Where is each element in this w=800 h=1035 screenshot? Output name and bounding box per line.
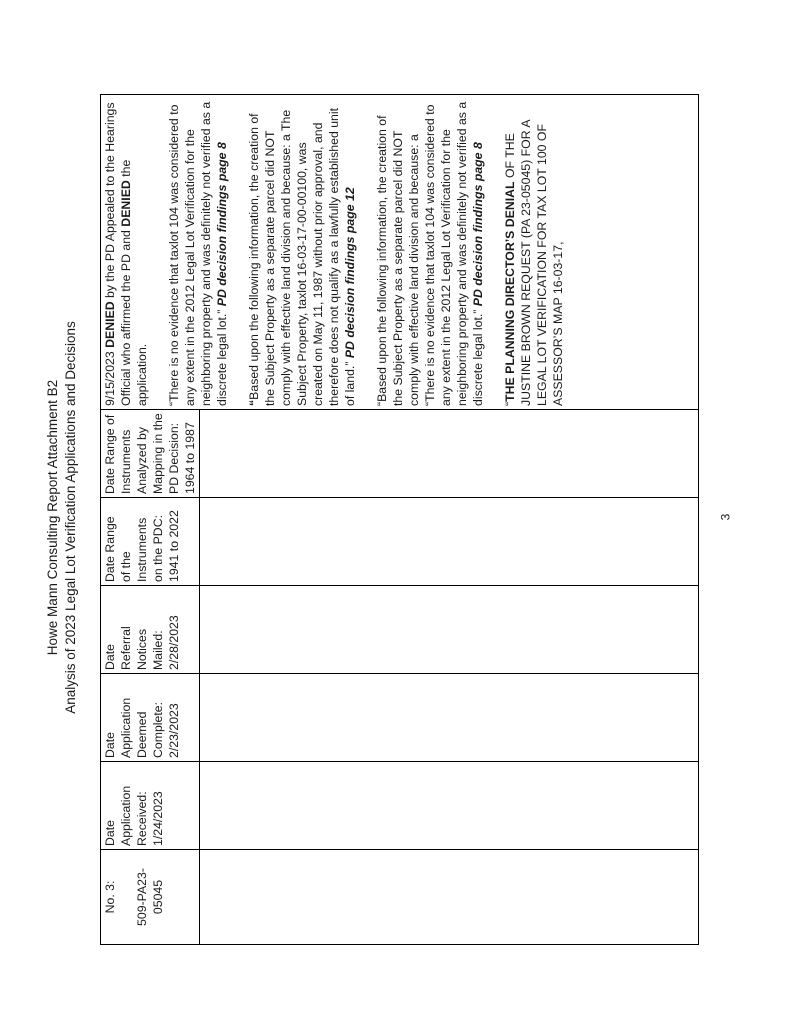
empty-cell: [200, 586, 699, 674]
cell-line: 1/24/2023: [151, 791, 165, 846]
case-number: 509-PA23-05045: [135, 868, 165, 926]
quote-1: [166, 98, 230, 406]
quote-citation: PD decision findings page 8: [471, 142, 485, 307]
decision-text: by the PD Appealed to the Hearings Official who affirmed the PD and: [103, 102, 133, 406]
deemed-complete-cell: [101, 674, 200, 762]
denied-label: DENIED: [103, 301, 117, 348]
open-quote: “: [503, 401, 517, 406]
cell-line: 2/23/2023: [167, 703, 181, 758]
empty-cell: [200, 410, 699, 498]
cell-line: Mailed:: [151, 630, 165, 670]
cell-line: Instruments: [135, 517, 149, 582]
decision-text: the application.: [119, 159, 149, 406]
cell-line: Notices: [135, 628, 149, 670]
denied-label: DENIED: [119, 180, 133, 227]
cell-line: Referral: [119, 626, 133, 670]
cell-line: PD Decision:: [167, 422, 181, 494]
cell-line: Mapping in the: [151, 413, 165, 494]
cell-line: Date: [103, 644, 117, 670]
cell-line: on the PDC:: [151, 515, 165, 582]
report-title: Howe Mann Consulting Report Attachment B2: [45, 379, 60, 656]
case-number-cell: [101, 850, 200, 945]
pd-range-cell: [101, 410, 200, 498]
pdc-range-cell: [101, 498, 200, 586]
cell-line: Application: [119, 785, 133, 846]
cell-line: 1964 to 1987: [183, 422, 197, 494]
report-subtitle: Analysis of 2023 Legal Lot Verification Applications and Decisions: [63, 321, 78, 714]
quote-citation: PD decision findings page 12: [343, 187, 357, 359]
cell-line: Received:: [135, 791, 149, 846]
quote-text: OF THE JUSTINE BROWN REQUEST (PA 23-05045) FOR A LEGAL LOT VERIFICATION FOR TAX LOT 100 OF ASSESSOR’S MAP 16-03-17,: [503, 120, 565, 406]
cell-line: Date Range: [103, 516, 117, 582]
quote-2: [246, 98, 358, 406]
empty-cell: [200, 762, 699, 850]
page-number: 3: [718, 513, 733, 521]
referral-cell: [101, 586, 200, 674]
quote-citation: PD decision findings page 8: [215, 142, 229, 307]
cell-line: 1941 to 2022: [167, 510, 181, 582]
cell-line: Date Application: [103, 697, 133, 758]
quote-3: [374, 98, 486, 406]
quote-text: Based upon the following information, the creation of the Subject Property as a separate parcel did NOT comply with effective land division and because: a The Subject Property, taxlot 16-03-17-00-00100, was created on May 11, 1987 without prior approval, and therefore does not qualify as a lawfully established unit of land.”: [247, 107, 357, 406]
cell-line: Analyzed by: [135, 427, 149, 494]
quote-heading: THE PLANNING DIRECTOR’S DENIAL: [503, 181, 517, 402]
cell-line: 2/28/2023: [167, 615, 181, 670]
empty-cell: [200, 498, 699, 586]
cell-line: Date Range of: [103, 414, 117, 494]
number-label: No. 3:: [103, 880, 117, 914]
cell-line: Instruments: [119, 429, 133, 494]
cell-line: Complete:: [151, 701, 165, 758]
cell-line: Deemed: [135, 711, 149, 758]
quote-text: “Based upon the following information, the creation of the Subject Property as a separate parcel did NOT comply with effective land division and because: a “There is no evidence that taxlot 104 was considered to any extent in the 2012 Legal Lot Verification for the neighboring property and was definitely not verified as a discrete legal lot.”: [375, 101, 485, 406]
decision-cell: [101, 95, 699, 410]
received-cell: [101, 762, 200, 850]
empty-cell: [200, 674, 699, 762]
empty-cell: [200, 850, 699, 945]
quote-text: “There is no evidence that taxlot 104 was considered to any extent in the 2012 Legal Lot Verification for the neighboring property and was definitely not verified as a discrete legal lot.”: [167, 101, 229, 406]
cell-line: Date: [103, 820, 117, 846]
decision-date: 9/15/2023: [103, 347, 117, 406]
decision-summary: [102, 98, 150, 406]
cell-line: of the: [119, 551, 133, 582]
table-row: [101, 95, 200, 945]
open-quote: “: [247, 399, 261, 406]
analysis-table: [100, 94, 699, 945]
quote-4: [502, 98, 566, 406]
